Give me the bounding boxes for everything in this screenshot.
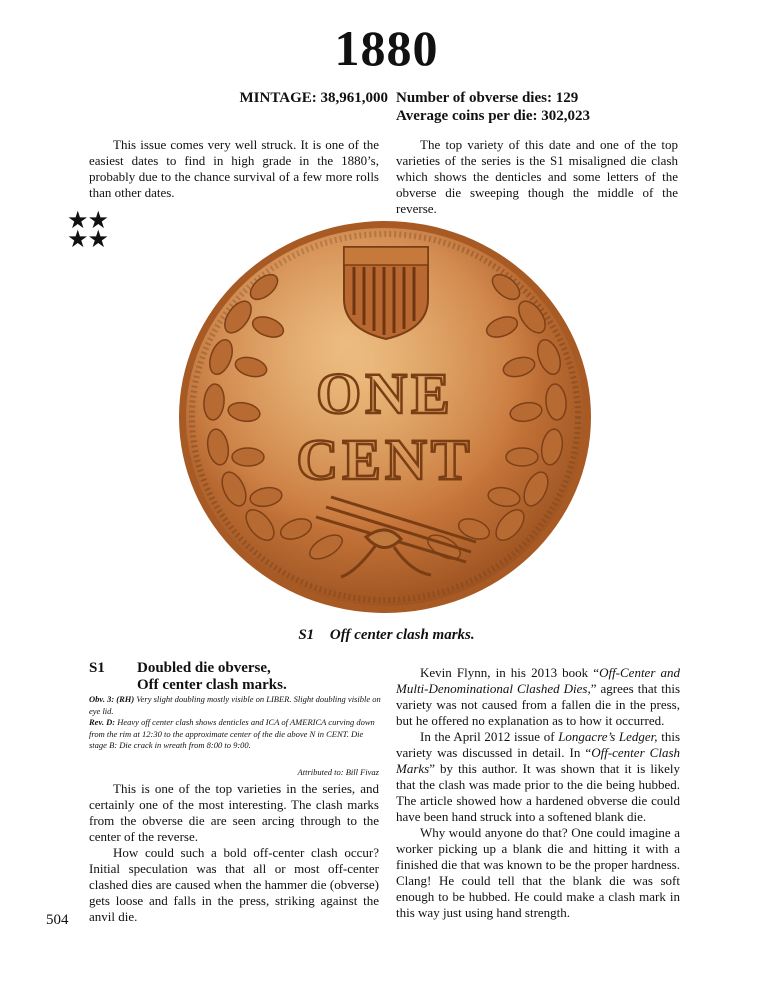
article-right-p2-part-b: this variety was discussed in detail. In “ — [396, 729, 680, 760]
variety-title-line-1: Doubled die obverse, — [137, 660, 271, 676]
variety-code: S1 — [89, 660, 105, 676]
caption-text: Off center clash marks. — [329, 627, 475, 643]
coin-caption — [0, 627, 773, 644]
article-right-paragraph-2 — [396, 729, 680, 825]
intro-left-paragraph: This issue comes very well struck. It is one of the easiest dates to find in high grade in the 1880’s, probably due to the chance survival of a few more rolls than other dates. — [89, 137, 379, 200]
average-coins-per-die: Average coins per die: 302,023 — [396, 108, 590, 124]
obverse-note — [89, 694, 381, 717]
intro-right — [396, 137, 678, 217]
coin-reverse-image — [176, 217, 594, 622]
star-rating-row-1: ★★ — [67, 208, 109, 234]
variety-title-line-2: Off center clash marks. — [137, 677, 287, 693]
article-left-paragraph-1: This is one of the top varieties in the series, and certainly one of the most interesting. The clash marks from the obverse die are seen arcing through to the center of the reverse. — [89, 781, 379, 844]
article-left-column — [89, 781, 379, 925]
coin-text-one: ONE — [316, 361, 454, 426]
obverse-note-label: Obv. 3: (RH) — [89, 694, 135, 704]
article-right-column — [396, 665, 680, 921]
coin-text-cent: CENT — [296, 427, 474, 492]
article-right-p1-part-b: ” agrees that this variety was not caused from a fallen die in the press, but he offered no explanation as to how it occurred. — [396, 681, 681, 728]
reverse-note-label: Rev. D: — [89, 717, 116, 727]
coin-svg — [176, 217, 594, 617]
article-right-paragraph-1 — [396, 665, 680, 729]
page-number: 504 — [46, 912, 69, 928]
obverse-note-text: Very slight doubling mostly visible on LIBER. Slight doubling visible on eye lid. — [89, 694, 381, 716]
article-right-paragraph-3: Why would anyone do that? One could imagine a worker picking up a blank die and hitting it with a finished die that was known to be the proper hardness. Clang! He could tell that the blank die was soft enough to be hubbed. He could make a clash mark in this way just using hand strength. — [396, 825, 680, 920]
caption-variety-code: S1 — [298, 627, 315, 643]
reverse-note-text: Heavy off center clash shows denticles and ICA of AMERICA curving down from the rim at 12:30 to the approximate center of the die above N in CENT. Die stage B: Die crack in wreath from 8:00 to 9:00. — [89, 717, 375, 750]
star-rating-row-2: ★★ — [67, 227, 109, 253]
obverse-dies-count: Number of obverse dies: 129 — [396, 90, 579, 106]
variety-title — [137, 660, 287, 694]
book-title: Off-Center and Multi-Denominational Clashed Dies, — [396, 665, 680, 696]
shield-icon — [344, 247, 428, 339]
attribution: Attributed to: Bill Fivaz — [297, 767, 379, 777]
intro-right-paragraph: The top variety of this date and one of the top varieties of the series is the S1 misaligned die clash which shows the denticles and some letters of the obverse die sweeping though the middle of the reverse. — [396, 137, 678, 216]
article-title: Off-center Clash Marks — [396, 745, 681, 776]
article-right-p2-part-c: ” by this author. It was shown that it is likely that the clash was made prior to the die being hubbed. The article showed how a hardened obverse die could have been hand struck into a softened blank die. — [396, 761, 680, 824]
article-right-p2-part-a: In the April 2012 issue of — [420, 729, 559, 744]
page-title-year: 1880 — [334, 20, 439, 76]
intro-left — [89, 137, 379, 201]
magazine-title: Longacre’s Ledger, — [558, 729, 658, 744]
reverse-note — [89, 717, 381, 752]
die-notes — [89, 694, 381, 752]
star-rating — [67, 208, 117, 253]
die-stats — [396, 89, 590, 125]
article-left-paragraph-2: How could such a bold off-center clash occur? Initial speculation was that all or most off-center clashed dies are caused when the hammer die (obverse) gets loose and falls in the press, striking against the anvil die. — [89, 845, 379, 924]
mintage-label: MINTAGE: 38,961,000 — [239, 90, 388, 106]
article-right-p1-part-a: Kevin Flynn, in his 2013 book “ — [420, 665, 600, 680]
